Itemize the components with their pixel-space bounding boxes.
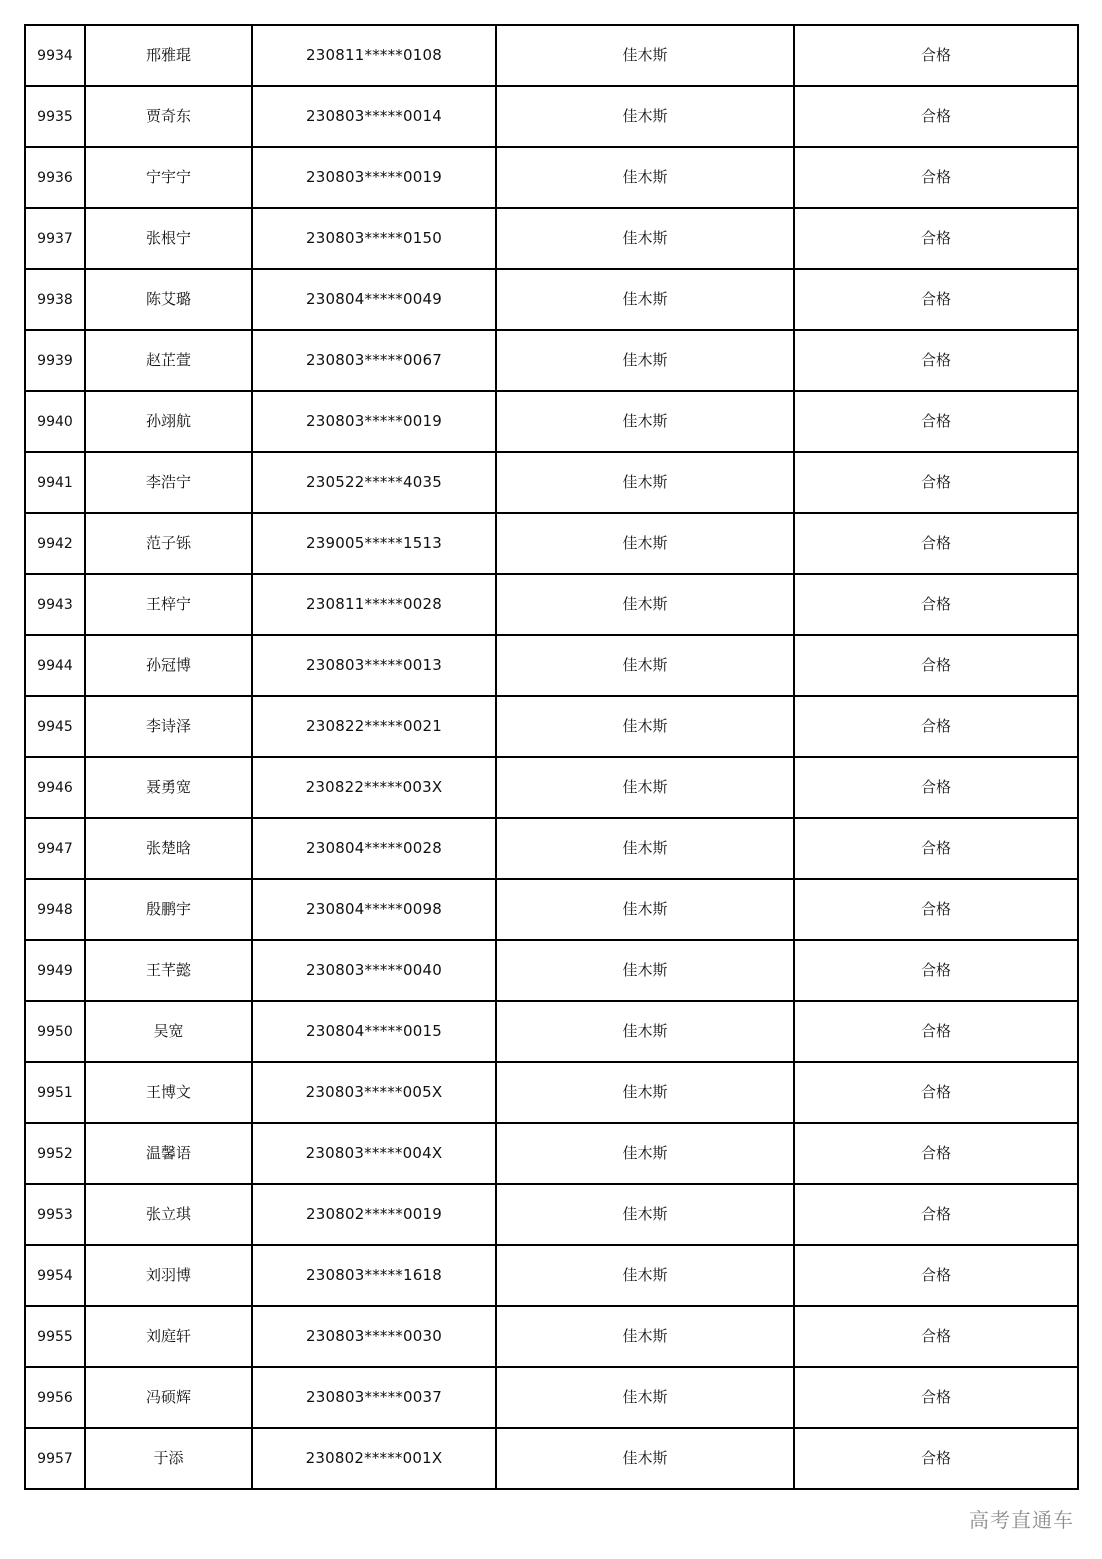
cell-result: 合格 — [794, 1306, 1078, 1367]
cell-result: 合格 — [794, 513, 1078, 574]
cell-result: 合格 — [794, 269, 1078, 330]
cell-seq: 9953 — [25, 1184, 85, 1245]
cell-exam-site: 佳木斯 — [496, 86, 794, 147]
cell-name: 张根宁 — [85, 208, 252, 269]
cell-id-number: 230803*****0019 — [252, 147, 496, 208]
cell-result: 合格 — [794, 1062, 1078, 1123]
table-row — [25, 452, 1078, 513]
cell-seq: 9957 — [25, 1428, 85, 1489]
cell-name: 冯硕辉 — [85, 1367, 252, 1428]
cell-name: 邢雅琨 — [85, 25, 252, 86]
cell-name: 聂勇宽 — [85, 757, 252, 818]
cell-id-number: 230522*****4035 — [252, 452, 496, 513]
cell-result: 合格 — [794, 1001, 1078, 1062]
cell-name: 范子铄 — [85, 513, 252, 574]
cell-id-number: 230822*****003X — [252, 757, 496, 818]
cell-name: 宁宇宁 — [85, 147, 252, 208]
cell-seq: 9956 — [25, 1367, 85, 1428]
cell-exam-site: 佳木斯 — [496, 818, 794, 879]
cell-id-number: 230803*****0013 — [252, 635, 496, 696]
cell-result: 合格 — [794, 940, 1078, 1001]
cell-result: 合格 — [794, 330, 1078, 391]
cell-exam-site: 佳木斯 — [496, 269, 794, 330]
cell-exam-site: 佳木斯 — [496, 1428, 794, 1489]
cell-name: 李诗泽 — [85, 696, 252, 757]
cell-seq: 9943 — [25, 574, 85, 635]
cell-id-number: 230811*****0108 — [252, 25, 496, 86]
cell-result: 合格 — [794, 696, 1078, 757]
results-table — [24, 24, 1079, 1490]
cell-exam-site: 佳木斯 — [496, 1062, 794, 1123]
cell-result: 合格 — [794, 1245, 1078, 1306]
cell-result: 合格 — [794, 635, 1078, 696]
watermark: 高考直通车 — [969, 1508, 1074, 1532]
cell-result: 合格 — [794, 574, 1078, 635]
table-row — [25, 86, 1078, 147]
cell-id-number: 230803*****005X — [252, 1062, 496, 1123]
table-row — [25, 940, 1078, 1001]
cell-name: 刘羽博 — [85, 1245, 252, 1306]
cell-exam-site: 佳木斯 — [496, 1245, 794, 1306]
cell-seq: 9944 — [25, 635, 85, 696]
cell-exam-site: 佳木斯 — [496, 452, 794, 513]
cell-id-number: 239005*****1513 — [252, 513, 496, 574]
cell-name: 孙翊航 — [85, 391, 252, 452]
cell-exam-site: 佳木斯 — [496, 696, 794, 757]
table-row — [25, 1306, 1078, 1367]
cell-id-number: 230803*****0014 — [252, 86, 496, 147]
cell-exam-site: 佳木斯 — [496, 208, 794, 269]
cell-id-number: 230803*****0150 — [252, 208, 496, 269]
cell-name: 张楚晗 — [85, 818, 252, 879]
cell-exam-site: 佳木斯 — [496, 1367, 794, 1428]
cell-name: 殷鹏宇 — [85, 879, 252, 940]
cell-exam-site: 佳木斯 — [496, 1184, 794, 1245]
cell-name: 贾奇东 — [85, 86, 252, 147]
cell-seq: 9945 — [25, 696, 85, 757]
cell-name: 王梓宁 — [85, 574, 252, 635]
table-row — [25, 513, 1078, 574]
cell-id-number: 230802*****001X — [252, 1428, 496, 1489]
cell-id-number: 230811*****0028 — [252, 574, 496, 635]
cell-exam-site: 佳木斯 — [496, 147, 794, 208]
cell-result: 合格 — [794, 147, 1078, 208]
cell-id-number: 230803*****0019 — [252, 391, 496, 452]
cell-seq: 9948 — [25, 879, 85, 940]
cell-seq: 9941 — [25, 452, 85, 513]
cell-exam-site: 佳木斯 — [496, 879, 794, 940]
cell-exam-site: 佳木斯 — [496, 635, 794, 696]
cell-result: 合格 — [794, 391, 1078, 452]
cell-exam-site: 佳木斯 — [496, 574, 794, 635]
cell-exam-site: 佳木斯 — [496, 1123, 794, 1184]
cell-id-number: 230803*****0037 — [252, 1367, 496, 1428]
table-row — [25, 574, 1078, 635]
cell-name: 王芊懿 — [85, 940, 252, 1001]
cell-id-number: 230803*****1618 — [252, 1245, 496, 1306]
cell-result: 合格 — [794, 1367, 1078, 1428]
cell-result: 合格 — [794, 208, 1078, 269]
table-row — [25, 147, 1078, 208]
table-row — [25, 269, 1078, 330]
table-row — [25, 208, 1078, 269]
cell-seq: 9940 — [25, 391, 85, 452]
table-row — [25, 1367, 1078, 1428]
cell-exam-site: 佳木斯 — [496, 513, 794, 574]
table-row — [25, 1123, 1078, 1184]
cell-result: 合格 — [794, 757, 1078, 818]
table-row — [25, 391, 1078, 452]
table-row — [25, 1184, 1078, 1245]
cell-id-number: 230822*****0021 — [252, 696, 496, 757]
cell-exam-site: 佳木斯 — [496, 391, 794, 452]
cell-seq: 9938 — [25, 269, 85, 330]
cell-seq: 9937 — [25, 208, 85, 269]
cell-name: 孙冠博 — [85, 635, 252, 696]
cell-id-number: 230802*****0019 — [252, 1184, 496, 1245]
table-row — [25, 1428, 1078, 1489]
cell-result: 合格 — [794, 86, 1078, 147]
cell-name: 于添 — [85, 1428, 252, 1489]
cell-seq: 9934 — [25, 25, 85, 86]
cell-name: 王博文 — [85, 1062, 252, 1123]
cell-result: 合格 — [794, 1428, 1078, 1489]
cell-id-number: 230804*****0049 — [252, 269, 496, 330]
cell-result: 合格 — [794, 1123, 1078, 1184]
table-row — [25, 879, 1078, 940]
cell-result: 合格 — [794, 818, 1078, 879]
cell-seq: 9955 — [25, 1306, 85, 1367]
table-row — [25, 1245, 1078, 1306]
cell-seq: 9935 — [25, 86, 85, 147]
table-row — [25, 818, 1078, 879]
table-row — [25, 696, 1078, 757]
cell-seq: 9950 — [25, 1001, 85, 1062]
table-row — [25, 1062, 1078, 1123]
cell-exam-site: 佳木斯 — [496, 330, 794, 391]
cell-name: 陈艾璐 — [85, 269, 252, 330]
cell-id-number: 230804*****0098 — [252, 879, 496, 940]
cell-name: 温馨语 — [85, 1123, 252, 1184]
cell-exam-site: 佳木斯 — [496, 1001, 794, 1062]
table-row — [25, 1001, 1078, 1062]
cell-exam-site: 佳木斯 — [496, 757, 794, 818]
cell-name: 吴宽 — [85, 1001, 252, 1062]
cell-id-number: 230803*****0040 — [252, 940, 496, 1001]
cell-seq: 9954 — [25, 1245, 85, 1306]
cell-seq: 9942 — [25, 513, 85, 574]
cell-seq: 9952 — [25, 1123, 85, 1184]
cell-name: 赵芷萱 — [85, 330, 252, 391]
cell-seq: 9946 — [25, 757, 85, 818]
cell-id-number: 230803*****0067 — [252, 330, 496, 391]
cell-result: 合格 — [794, 1184, 1078, 1245]
cell-exam-site: 佳木斯 — [496, 25, 794, 86]
cell-id-number: 230804*****0015 — [252, 1001, 496, 1062]
table-row — [25, 330, 1078, 391]
cell-seq: 9949 — [25, 940, 85, 1001]
table-row — [25, 757, 1078, 818]
cell-exam-site: 佳木斯 — [496, 940, 794, 1001]
table-row — [25, 635, 1078, 696]
cell-name: 刘庭轩 — [85, 1306, 252, 1367]
cell-id-number: 230803*****0030 — [252, 1306, 496, 1367]
cell-result: 合格 — [794, 452, 1078, 513]
cell-exam-site: 佳木斯 — [496, 1306, 794, 1367]
cell-result: 合格 — [794, 879, 1078, 940]
cell-seq: 9951 — [25, 1062, 85, 1123]
cell-seq: 9947 — [25, 818, 85, 879]
cell-result: 合格 — [794, 25, 1078, 86]
table-row — [25, 25, 1078, 86]
cell-id-number: 230804*****0028 — [252, 818, 496, 879]
cell-seq: 9939 — [25, 330, 85, 391]
cell-name: 李浩宁 — [85, 452, 252, 513]
cell-id-number: 230803*****004X — [252, 1123, 496, 1184]
cell-seq: 9936 — [25, 147, 85, 208]
cell-name: 张立琪 — [85, 1184, 252, 1245]
table-body — [25, 25, 1078, 1489]
